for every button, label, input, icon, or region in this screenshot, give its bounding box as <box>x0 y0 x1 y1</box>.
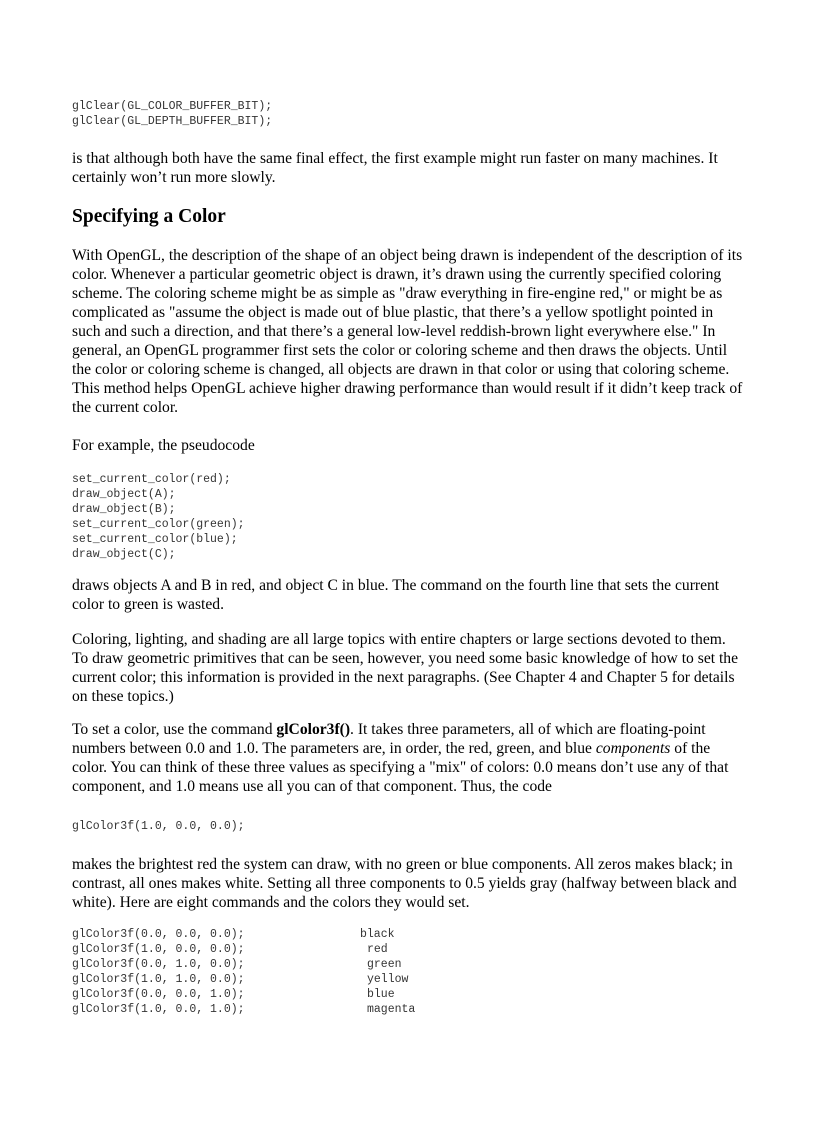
paragraph-5: Coloring, lighting, and shading are all large topics with entire chapters or large sections devoted to them. To draw geometric primitives that can be seen, however, you need some basic knowledge of how to set the current color; this information is provided in the next paragraphs. (See Chapter 4 and Chapter 5 for details on these topics.) <box>72 631 739 705</box>
color-name: black <box>360 928 395 941</box>
code-block-red: glColor3f(1.0, 0.0, 0.0); <box>72 820 245 833</box>
color-command: glColor3f(1.0, 1.0, 0.0); <box>72 973 245 986</box>
paragraph-6-text-middle: . It takes three parameters, all of which are floating-point numbers between 0.0 and 1.0. The parameters are, in order, the red, green, and blue <box>72 721 706 757</box>
color-command: glColor3f(0.0, 1.0, 0.0); <box>72 958 245 971</box>
color-name: green <box>367 958 402 971</box>
color-command: glColor3f(1.0, 0.0, 1.0); <box>72 1003 245 1016</box>
section-heading: Specifying a Color <box>72 206 226 227</box>
paragraph-6 <box>72 720 744 796</box>
color-name: magenta <box>367 1003 416 1016</box>
command-name: glColor3f() <box>276 721 351 738</box>
code-block-glclear: glClear(GL_COLOR_BUFFER_BIT); glClear(GL_DEPTH_BUFFER_BIT); <box>72 100 273 128</box>
color-command: glColor3f(0.0, 0.0, 0.0); <box>72 928 245 941</box>
paragraph-6-text-end: of the color. You can think of these three values as specifying a "mix" of colors: 0.0 means don’t use any of that component, and 1.0 means use all you can of that component. Thus, the code <box>72 740 729 795</box>
paragraph-2: With OpenGL, the description of the shape of an object being drawn is independent of the description of its color. Whenever a particular geometric object is drawn, it’s drawn using the currently specified coloring scheme. The coloring scheme might be as simple as "draw everything in fire-engine red," or might be as complicated as "assume the object is made out of blue plastic, that there’s a yellow spotlight pointed in such and such a direction, and that there’s a general low-level reddish-brown light everywhere else." In general, an OpenGL programmer first sets the color or coloring scheme and then draws the objects. Until the color or coloring scheme is changed, all objects are drawn in that color or using that coloring scheme. This method helps OpenGL achieve higher drawing performance than would result if it didn’t keep track of the current color. <box>72 247 743 416</box>
emphasis-components: components <box>595 740 671 757</box>
color-name: yellow <box>367 973 409 986</box>
code-block-pseudocode: set_current_color(red); draw_object(A); draw_object(B); set_current_color(green); set_current_color(blue); draw_object(C); <box>72 473 245 561</box>
paragraph-1: is that although both have the same final effect, the first example might run faster on many machines. It certainly won’t run more slowly. <box>72 150 718 186</box>
color-name: blue <box>367 988 395 1001</box>
color-name: red <box>367 943 388 956</box>
color-command: glColor3f(0.0, 0.0, 1.0); <box>72 988 245 1001</box>
color-command: glColor3f(1.0, 0.0, 0.0); <box>72 943 245 956</box>
paragraph-4: draws objects A and B in red, and object C in blue. The command on the fourth line that sets the current color to green is wasted. <box>72 577 720 613</box>
paragraph-3: For example, the pseudocode <box>72 437 255 454</box>
paragraph-6-text-start: To set a color, use the command <box>72 721 277 738</box>
paragraph-7: makes the brightest red the system can draw, with no green or blue components. All zeros makes black; in contrast, all ones makes white. Setting all three components to 0.5 yields gray (halfway between black and white). Here are eight commands and the colors they would set. <box>72 856 737 911</box>
